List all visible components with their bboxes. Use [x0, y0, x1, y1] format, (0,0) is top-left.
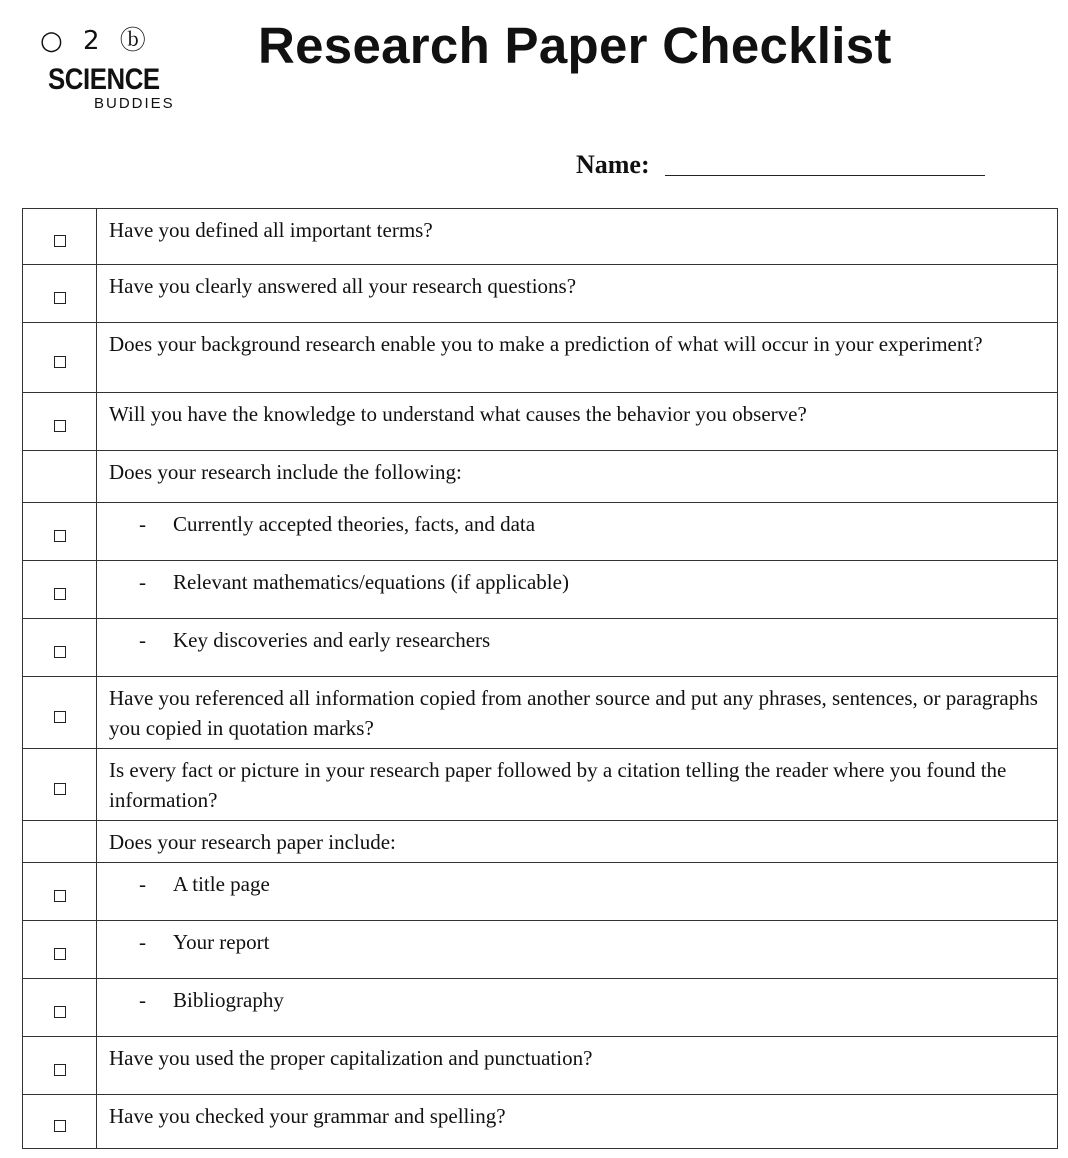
bullet-dash: -: [139, 570, 146, 594]
bullet-dash: -: [139, 930, 146, 954]
subitem-label: Key discoveries and early researchers: [173, 628, 491, 652]
bullet-dash: -: [139, 872, 146, 896]
checklist-row: [22, 209, 1058, 265]
checkbox[interactable]: [54, 530, 66, 542]
checkbox[interactable]: [54, 890, 66, 902]
checklist-item: Have you used the proper capitalization and punctuation?: [109, 1046, 593, 1070]
checklist-row: [22, 561, 1058, 619]
checkbox-cell: [23, 209, 97, 264]
checklist-item: Have you clearly answered all your research questions?: [109, 274, 577, 298]
checklist-row: [22, 1095, 1058, 1149]
checkbox-cell: [23, 393, 97, 450]
empty-cell: [23, 451, 97, 502]
checklist-item: Will you have the knowledge to understand what causes the behavior you observe?: [109, 402, 807, 426]
bullet-dash: -: [139, 512, 146, 536]
checklist-heading: Does your research paper include:: [109, 830, 396, 854]
name-field[interactable]: [665, 175, 985, 176]
checklist-item: Does your background research enable you to make a prediction of what will occur in your experiment?: [109, 332, 983, 356]
checklist-row: [22, 1037, 1058, 1095]
checklist-subitem: [97, 619, 1057, 676]
checklist-item: Have you checked your grammar and spelling?: [109, 1104, 506, 1128]
checkbox[interactable]: [54, 356, 66, 368]
checkbox-cell: [23, 1095, 97, 1148]
checklist-subitem: [97, 863, 1057, 920]
logo-brand-top: SCIENCE: [48, 63, 160, 96]
checkbox[interactable]: [54, 1064, 66, 1076]
checklist-row: [22, 921, 1058, 979]
checkbox-cell: [23, 265, 97, 322]
subitem-label: Your report: [173, 930, 270, 954]
checkbox-cell: [23, 677, 97, 748]
checkbox[interactable]: [54, 948, 66, 960]
checkbox-cell: [23, 1037, 97, 1094]
checklist-row: [22, 863, 1058, 921]
checklist-subitem: [97, 503, 1057, 560]
checkbox[interactable]: [54, 783, 66, 795]
checklist-item: Have you referenced all information copied from another source and put any phrases, sentences, or paragraphs you copied in quotation marks?: [109, 686, 1038, 740]
checklist-heading-row: [22, 821, 1058, 863]
bullet-dash: -: [139, 628, 146, 652]
checklist-row: [22, 979, 1058, 1037]
checklist-row: [22, 323, 1058, 393]
subitem-label: Relevant mathematics/equations (if applicable): [173, 570, 569, 594]
checklist-subitem: [97, 921, 1057, 978]
checkbox-cell: [23, 749, 97, 820]
checkbox-cell: [23, 863, 97, 920]
subitem-label: Currently accepted theories, facts, and data: [173, 512, 536, 536]
checklist-row: [22, 677, 1058, 749]
checklist-row: [22, 265, 1058, 323]
page-title: Research Paper Checklist: [258, 17, 892, 74]
checkbox[interactable]: [54, 420, 66, 432]
checklist-row: [22, 619, 1058, 677]
checklist-heading: Does your research include the following:: [109, 460, 462, 484]
checkbox-cell: [23, 619, 97, 676]
subitem-label: A title page: [173, 872, 270, 896]
checklist-table: [22, 208, 1058, 1149]
checkbox-cell: [23, 979, 97, 1036]
checklist-item: Have you defined all important terms?: [109, 218, 433, 242]
checkbox-cell: [23, 561, 97, 618]
science-buddies-logo: [36, 24, 186, 119]
name-label: Name:: [576, 150, 650, 179]
checkbox-cell: [23, 323, 97, 392]
logo-brand-bottom: BUDDIES: [94, 95, 175, 112]
bullet-dash: -: [139, 988, 146, 1012]
checkbox[interactable]: [54, 588, 66, 600]
checkbox[interactable]: [54, 292, 66, 304]
checkbox[interactable]: [54, 711, 66, 723]
checkbox[interactable]: [54, 1120, 66, 1132]
checkbox[interactable]: [54, 235, 66, 247]
checklist-heading-row: [22, 451, 1058, 503]
checkbox-cell: [23, 503, 97, 560]
checklist-subitem: [97, 561, 1057, 618]
checkbox[interactable]: [54, 646, 66, 658]
checkbox[interactable]: [54, 1006, 66, 1018]
checklist-row: [22, 393, 1058, 451]
subitem-label: Bibliography: [173, 988, 284, 1012]
checkbox-cell: [23, 921, 97, 978]
checklist-row: [22, 749, 1058, 821]
checklist-subitem: [97, 979, 1057, 1036]
logo-icons: ○ 2 ⓑ: [40, 26, 152, 56]
checklist-item: Is every fact or picture in your research paper followed by a citation telling the reader where you found the information?: [109, 758, 1007, 812]
checklist-row: [22, 503, 1058, 561]
empty-cell: [23, 821, 97, 862]
